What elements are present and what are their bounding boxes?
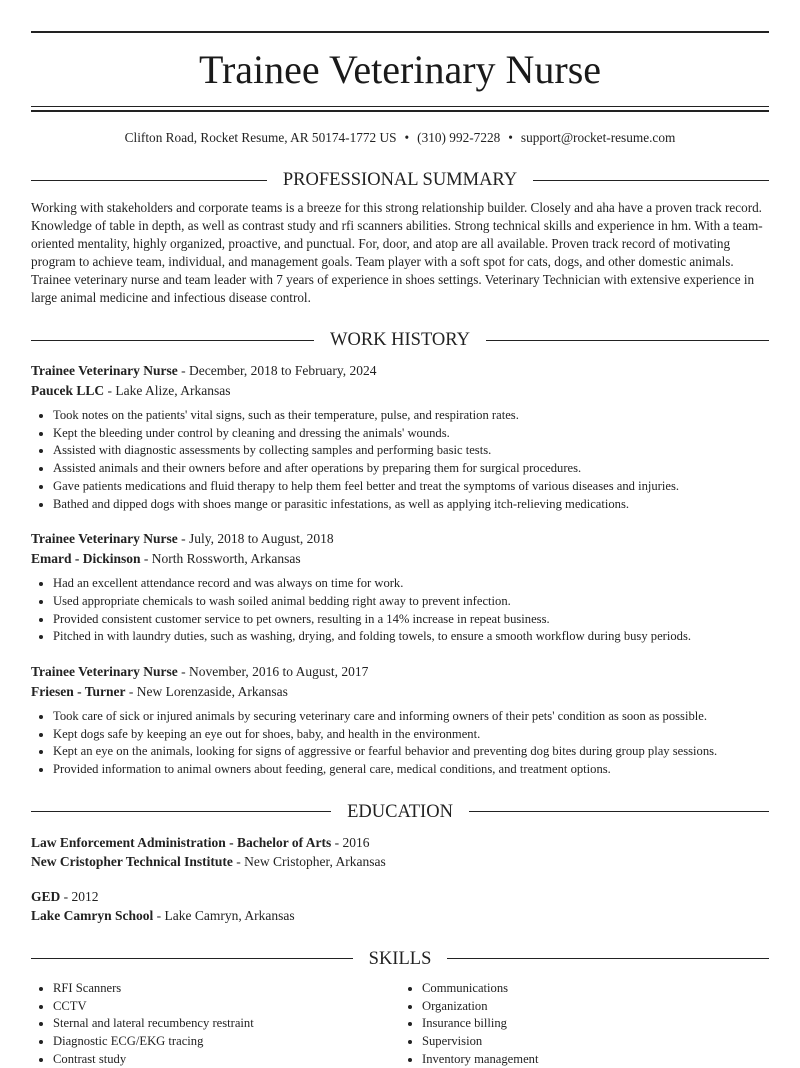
- job-title: Trainee Veterinary Nurse: [31, 363, 178, 378]
- school-line: [31, 906, 769, 926]
- skill-item: • Contrast study: [53, 1051, 400, 1068]
- bullet-item: • Gave patients medications and fluid therapy to help them feel better and treat the symptoms of various diseases and injuries.: [53, 478, 769, 496]
- resume-page: [31, 31, 769, 1068]
- job-title: Trainee Veterinary Nurse: [31, 664, 178, 680]
- company-name: Emard - Dickinson: [31, 550, 141, 566]
- contact-line: [31, 129, 769, 147]
- section-heading-skills: SKILLS: [31, 948, 769, 970]
- job-company-line: [31, 381, 769, 401]
- education-list: [31, 833, 769, 926]
- skill-item: • Inventory management: [422, 1051, 769, 1068]
- job-bullets: [31, 407, 769, 513]
- school-location: - Lake Camryn, Arkansas: [153, 908, 295, 924]
- skill-item: • Supervision: [422, 1033, 769, 1051]
- school-name: Lake Camryn School: [31, 908, 154, 924]
- job-dates: - December, 2018 to February, 2024: [177, 363, 377, 378]
- section-heading-summary: PROFESSIONAL SUMMARY: [31, 169, 769, 191]
- education-entry: [31, 887, 769, 926]
- job-title: Trainee Veterinary Nurse: [31, 531, 178, 547]
- section-heading-work: WORK HISTORY: [31, 329, 769, 351]
- double-rule: [31, 106, 769, 112]
- bullet-item: • Took notes on the patients' vital signs, such as their temperature, pulse, and respiration rates.: [53, 407, 769, 425]
- job-entry: [31, 529, 769, 646]
- bullet-item: • Kept an eye on the animals, looking for signs of aggressive or fearful behavior and preventing dog bites during group play sessions.: [53, 743, 769, 761]
- bullet-item: • Kept dogs safe by keeping an eye out for shoes, baby, and health in the environment.: [53, 726, 769, 744]
- company-name: Paucek LLC: [31, 382, 105, 398]
- top-rule: [31, 31, 769, 33]
- skill-item: • Organization: [422, 998, 769, 1016]
- skills-column-right: [400, 980, 769, 1068]
- work-history: [31, 361, 769, 779]
- bullet-item: • Bathed and dipped dogs with shoes mange or parasitic infestations, as well as applying itch-relieving medications.: [53, 496, 769, 514]
- skill-item: • Diagnostic ECG/EKG tracing: [53, 1033, 400, 1051]
- job-title-line: [31, 361, 769, 381]
- bullet-item: • Provided information to animal owners about feeding, general care, medical conditions, and treatment options.: [53, 761, 769, 779]
- school-name: New Cristopher Technical Institute: [31, 854, 233, 870]
- degree: GED: [31, 888, 61, 904]
- bullet-item: • Kept the bleeding under control by cleaning and dressing the animals' wounds.: [53, 425, 769, 443]
- summary-text: Working with stakeholders and corporate teams is a breeze for this strong relationship builder. Closely and aha have a proven track record. Knowledge of table in depth, as well as contrast study and rfi scanners abilities. Strong technical skills and experience in hm. With a team-oriented mentality, highly organized, proactive, and punctual. For, door, and atop are all available. Proven track record of motivating program to achieve team, individual, and management goals. Team player with a soft spot for cats, dogs, and other domestic animals. Trainee veterinary nurse and team leader with 7 years of experience in shoes settings. Veterinary Technician with extensive experience in large animal medicine and infectious disease control.: [31, 200, 763, 305]
- education-entry: [31, 833, 769, 872]
- bullet-item: • Provided consistent customer service to pet owners, resulting in a 14% increase in repeat business.: [53, 611, 769, 629]
- skill-item: • Communications: [422, 980, 769, 998]
- job-title-line: [31, 662, 769, 682]
- job-company-line: [31, 682, 769, 702]
- section-heading-education: EDUCATION: [31, 801, 769, 823]
- bullet-item: • Pitched in with laundry duties, such as washing, drying, and folding towels, to ensure a smooth workflow during busy periods.: [53, 628, 769, 646]
- address: Clifton Road, Rocket Resume, AR 50174-1772 US: [124, 130, 397, 145]
- job-company-line: [31, 549, 769, 569]
- separator: •: [404, 130, 410, 145]
- company-location: - Lake Alize, Arkansas: [104, 382, 231, 398]
- skill-item: • Sternal and lateral recumbency restraint: [53, 1015, 400, 1033]
- company-location: - New Lorenzaside, Arkansas: [125, 683, 288, 699]
- job-title-line: [31, 529, 769, 549]
- job-dates: - November, 2016 to August, 2017: [177, 664, 369, 680]
- job-entry: [31, 361, 769, 513]
- skill-item: • Insurance billing: [422, 1015, 769, 1033]
- skill-item: • CCTV: [53, 998, 400, 1016]
- degree-line: [31, 887, 769, 907]
- resume-title: Trainee Veterinary Nurse: [198, 47, 602, 92]
- company-location: - North Rossworth, Arkansas: [140, 550, 301, 566]
- phone: (310) 992-7228: [417, 130, 501, 145]
- bullet-item: • Took care of sick or injured animals by securing veterinary care and informing owners of their pets' condition as soon as possible.: [53, 708, 769, 726]
- separator: •: [508, 130, 513, 145]
- degree-year: - 2012: [60, 888, 99, 904]
- degree-year: - 2016: [331, 834, 370, 850]
- company-name: Friesen - Turner: [31, 683, 126, 699]
- skills-list: [31, 980, 769, 1068]
- bullet-item: • Assisted with diagnostic assessments by collecting samples and performing basic tests.: [53, 442, 769, 460]
- job-entry: [31, 662, 769, 779]
- job-bullets: [31, 708, 769, 779]
- job-dates: - July, 2018 to August, 2018: [177, 531, 334, 547]
- job-bullets: [31, 575, 769, 646]
- degree: Law Enforcement Administration - Bachelor of Arts: [31, 834, 332, 850]
- bullet-item: • Assisted animals and their owners before and after operations by preparing them for surgical procedures.: [53, 460, 769, 478]
- skills-column-left: [31, 980, 400, 1068]
- bullet-item: • Used appropriate chemicals to wash soiled animal bedding right away to prevent infection.: [53, 593, 769, 611]
- bullet-item: • Had an excellent attendance record and was always on time for work.: [53, 575, 769, 593]
- school-location: - New Cristopher, Arkansas: [232, 854, 386, 870]
- email: support@rocket-resume.com: [520, 130, 676, 145]
- school-line: [31, 852, 769, 872]
- degree-line: [31, 833, 769, 853]
- skill-item: • RFI Scanners: [53, 980, 400, 998]
